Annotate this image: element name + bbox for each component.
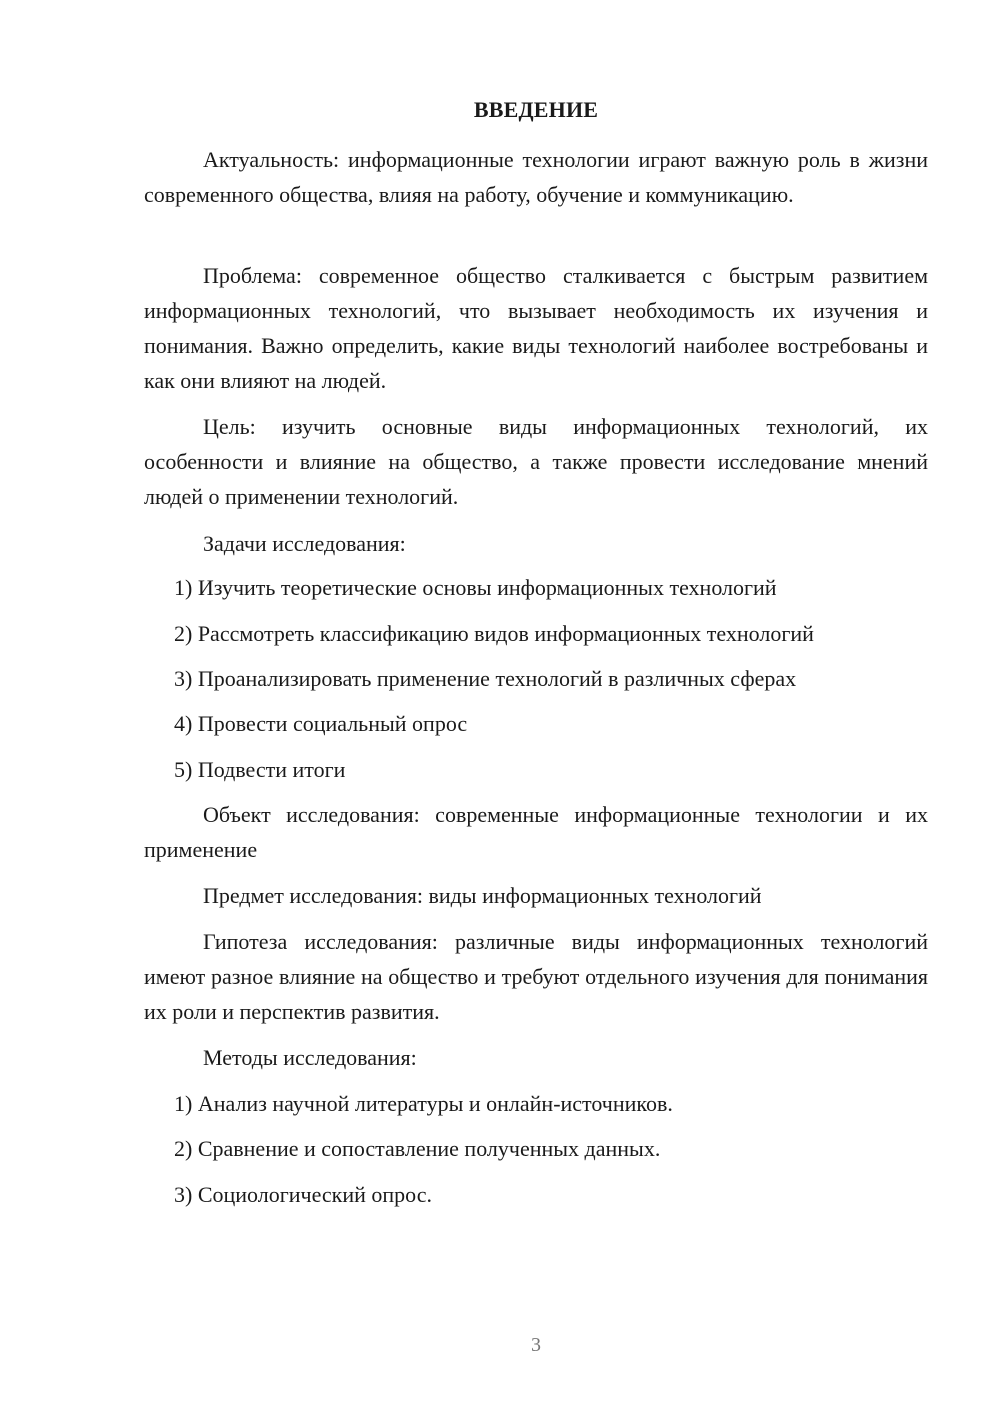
goal-paragraph: Цель: изучить основные виды информационных технологий, их особенности и влияние на общество, а также провести исследование мнений людей о применении технологий.	[144, 414, 928, 509]
tasks-list	[144, 752, 928, 787]
methods-heading: Методы исследования:	[203, 1045, 417, 1070]
tasks-heading-block	[144, 526, 928, 561]
relevance-block	[144, 142, 928, 212]
object-block	[144, 797, 928, 867]
object-paragraph: Объект исследования: современные информационные технологии и их применение	[144, 802, 928, 862]
tasks-list	[144, 616, 928, 651]
list-item: 3) Социологический опрос.	[174, 1182, 432, 1207]
document-page	[144, 0, 928, 1414]
tasks-list	[144, 706, 928, 741]
list-item: 2) Рассмотреть классификацию видов информационных технологий	[174, 621, 814, 646]
problem-block	[144, 258, 928, 398]
relevance-paragraph: Актуальность: информационные технологии играют важную роль в жизни современного общества, влияя на работу, обучение и коммуникацию.	[144, 147, 928, 207]
subject-block	[144, 878, 928, 913]
goal-block	[144, 409, 928, 514]
methods-heading-block	[144, 1040, 928, 1075]
subject-paragraph: Предмет исследования: виды информационных технологий	[203, 883, 762, 908]
list-item: 1) Анализ научной литературы и онлайн-источников.	[174, 1091, 673, 1116]
methods-list	[144, 1131, 928, 1166]
list-item: 3) Проанализировать применение технологий в различных сферах	[174, 666, 797, 691]
list-item: 2) Сравнение и сопоставление полученных данных.	[174, 1136, 661, 1161]
list-item: 5) Подвести итоги	[174, 757, 346, 782]
list-item: 4) Провести социальный опрос	[174, 711, 468, 736]
methods-list	[144, 1177, 928, 1212]
methods-list	[144, 1086, 928, 1121]
hypothesis-paragraph: Гипотеза исследования: различные виды информационных технологий имеют разное влияние на общество и требуют отдельного изучения для понимания их роли и перспектив развития.	[144, 929, 928, 1024]
tasks-heading: Задачи исследования:	[203, 531, 406, 556]
list-item: 1) Изучить теоретические основы информационных технологий	[174, 575, 777, 600]
hypothesis-block	[144, 924, 928, 1029]
tasks-list	[144, 570, 928, 605]
problem-paragraph: Проблема: современное общество сталкивается с быстрым развитием информационных технологий, что вызывает необходимость их изучения и понимания. Важно определить, какие виды технологий наиболее востребованы и как они влияют на людей.	[144, 263, 928, 393]
page-title: ВВЕДЕНИЕ	[473, 97, 599, 122]
page-number: 3	[531, 1334, 541, 1356]
tasks-list	[144, 661, 928, 696]
